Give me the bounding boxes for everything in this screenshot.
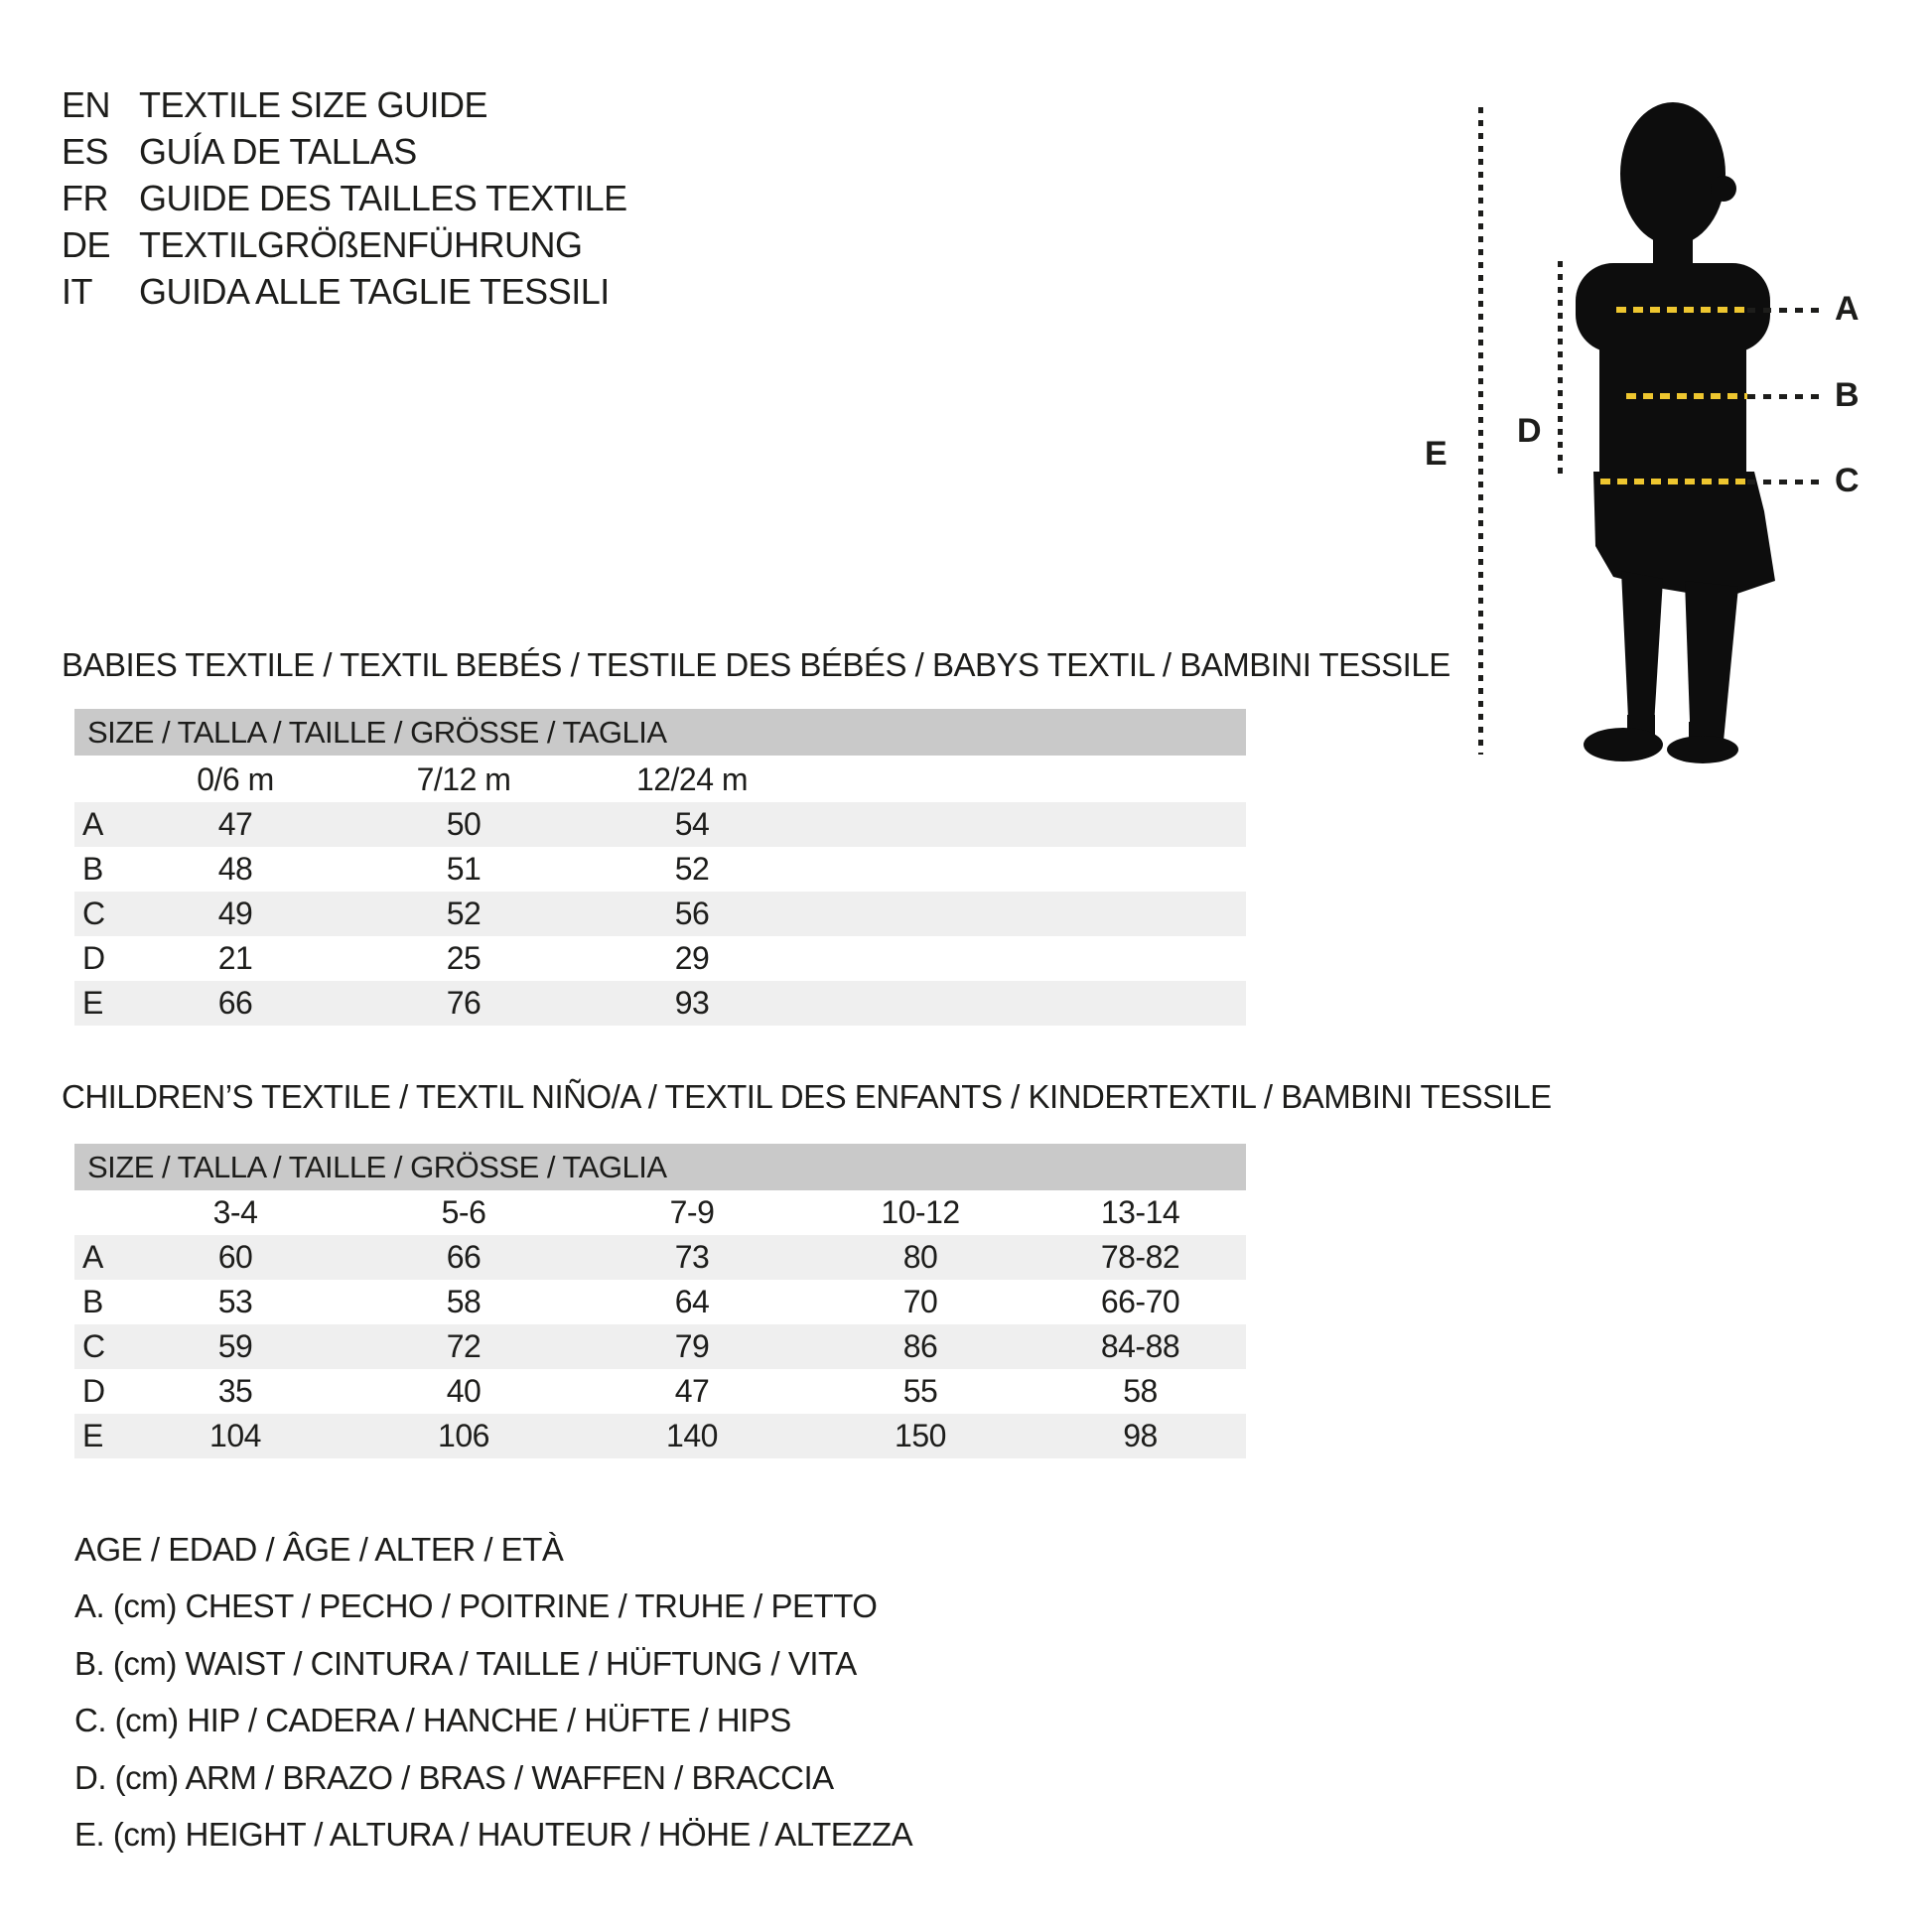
cell: 58 <box>446 1284 482 1319</box>
marker-label-b: B <box>1835 376 1860 414</box>
cell: 93 <box>674 985 710 1021</box>
row-label: E <box>82 1418 103 1453</box>
cell: 66-70 <box>1100 1284 1180 1319</box>
cell: 48 <box>217 851 253 887</box>
language-row-en <box>62 81 627 128</box>
cell: 86 <box>902 1328 938 1364</box>
language-code: ES <box>62 130 109 172</box>
silhouette-ear <box>1711 176 1736 202</box>
cell: 76 <box>446 985 482 1021</box>
cell: 53 <box>217 1284 253 1319</box>
babies-col-header: 0/6 m <box>197 761 274 797</box>
cell: 140 <box>666 1418 718 1453</box>
cell: 64 <box>674 1284 710 1319</box>
cell: 49 <box>217 896 253 931</box>
cell: 51 <box>446 851 482 887</box>
row-label: C <box>82 896 105 931</box>
cell: 59 <box>217 1328 253 1364</box>
row-label: D <box>82 1373 105 1409</box>
children-col-header: 13-14 <box>1100 1194 1180 1230</box>
cell: 78-82 <box>1100 1239 1180 1275</box>
silhouette-left-shoe <box>1584 728 1663 761</box>
language-row-de <box>62 221 627 268</box>
cell: 66 <box>446 1239 482 1275</box>
table-row-e <box>74 1414 1246 1458</box>
language-title-list <box>62 81 627 315</box>
cell: 40 <box>446 1373 482 1409</box>
children-col-header: 3-4 <box>212 1194 258 1230</box>
row-label: D <box>82 940 105 976</box>
legend-hip: C. (cm) HIP / CADERA / HANCHE / HÜFTE / HIPS <box>74 1702 791 1739</box>
hip-c-yellow-dashes <box>1600 479 1747 484</box>
marker-label-d: D <box>1517 412 1542 450</box>
table-row-a <box>74 802 1246 847</box>
table-row-d <box>74 936 1246 981</box>
cell: 66 <box>217 985 253 1021</box>
silhouette-shorts <box>1593 472 1775 599</box>
language-title: TEXTILE SIZE GUIDE <box>139 83 488 125</box>
cell: 58 <box>1123 1373 1158 1409</box>
cell: 25 <box>446 940 482 976</box>
cell: 55 <box>902 1373 938 1409</box>
cell: 50 <box>446 806 482 842</box>
cell: 79 <box>674 1328 710 1364</box>
table-row-e <box>74 981 1246 1026</box>
children-column-header-row <box>74 1190 1246 1235</box>
measurement-diagram <box>1420 79 1932 784</box>
waist-b-dark-dashes <box>1747 394 1825 399</box>
legend-height: E. (cm) HEIGHT / ALTURA / HAUTEUR / HÖHE / ALTEZZA <box>74 1816 913 1854</box>
legend-arm: D. (cm) ARM / BRAZO / BRAS / WAFFEN / BRACCIA <box>74 1758 834 1796</box>
cell: 54 <box>674 806 710 842</box>
language-row-es <box>62 128 627 175</box>
cell: 70 <box>902 1284 938 1319</box>
marker-label-c: C <box>1835 462 1860 499</box>
cell: 80 <box>902 1239 938 1275</box>
child-silhouette <box>1574 94 1782 764</box>
language-title: GUIDA ALLE TAGLIE TESSILI <box>139 270 610 312</box>
hip-c-dark-dashes <box>1747 480 1825 484</box>
arm-d-dotted-line <box>1558 261 1563 475</box>
children-section-heading: CHILDREN’S TEXTILE / TEXTIL NIÑO/A / TEXTIL DES ENFANTS / KINDERTEXTIL / BAMBINI TESSILE <box>62 1078 1552 1115</box>
table-row-d <box>74 1369 1246 1414</box>
legend-waist: B. (cm) WAIST / CINTURA / TAILLE / HÜFTUNG / VITA <box>74 1644 857 1682</box>
language-code: DE <box>62 223 111 265</box>
babies-size-header-bar <box>74 709 1246 756</box>
children-size-header-bar <box>74 1144 1246 1190</box>
cell: 150 <box>895 1418 946 1453</box>
babies-column-header-row <box>74 758 1246 802</box>
babies-col-header: 12/24 m <box>635 761 749 797</box>
babies-section-heading: BABIES TEXTILE / TEXTIL BEBÉS / TESTILE DES BÉBÉS / BABYS TEXTIL / BAMBINI TESSILE <box>62 646 1450 683</box>
chest-a-yellow-dashes <box>1616 307 1747 313</box>
legend-chest: A. (cm) CHEST / PECHO / POITRINE / TRUHE / PETTO <box>74 1587 878 1625</box>
language-row-it <box>62 268 627 315</box>
language-row-fr <box>62 175 627 221</box>
language-code: FR <box>62 177 108 218</box>
language-title: GUÍA DE TALLAS <box>139 130 417 172</box>
children-col-header: 7-9 <box>669 1194 715 1230</box>
waist-b-yellow-dashes <box>1626 393 1747 399</box>
marker-label-e: E <box>1425 435 1448 473</box>
children-col-header: 10-12 <box>881 1194 960 1230</box>
table-row-c <box>74 892 1246 936</box>
cell: 98 <box>1123 1418 1158 1453</box>
cell: 104 <box>209 1418 261 1453</box>
cell: 60 <box>217 1239 253 1275</box>
cell: 84-88 <box>1100 1328 1180 1364</box>
table-row-b <box>74 847 1246 892</box>
language-title: GUIDE DES TAILLES TEXTILE <box>139 177 627 218</box>
cell: 73 <box>674 1239 710 1275</box>
marker-label-a: A <box>1835 290 1860 328</box>
cell: 47 <box>674 1373 710 1409</box>
silhouette-head <box>1620 102 1725 245</box>
row-label: C <box>82 1328 105 1364</box>
children-table <box>74 1190 1246 1458</box>
children-size-header-text: SIZE / TALLA / TAILLE / GRÖSSE / TAGLIA <box>87 1149 667 1184</box>
row-label: E <box>82 985 103 1021</box>
cell: 52 <box>446 896 482 931</box>
cell: 72 <box>446 1328 482 1364</box>
cell: 56 <box>674 896 710 931</box>
cell: 52 <box>674 851 710 887</box>
legend-age: AGE / EDAD / ÂGE / ALTER / ETÀ <box>74 1530 564 1568</box>
silhouette-right-shoe <box>1667 736 1738 763</box>
cell: 29 <box>674 940 710 976</box>
children-col-header: 5-6 <box>441 1194 486 1230</box>
table-row-b <box>74 1280 1246 1324</box>
babies-size-header-text: SIZE / TALLA / TAILLE / GRÖSSE / TAGLIA <box>87 714 667 750</box>
babies-col-header: 7/12 m <box>416 761 511 797</box>
language-title: TEXTILGRÖßENFÜHRUNG <box>139 223 583 265</box>
language-code: IT <box>62 270 92 312</box>
height-e-dotted-line <box>1478 107 1483 755</box>
row-label: B <box>82 1284 103 1319</box>
cell: 35 <box>217 1373 253 1409</box>
row-label: A <box>82 806 103 842</box>
cell: 106 <box>438 1418 489 1453</box>
cell: 21 <box>217 940 253 976</box>
cell: 47 <box>217 806 253 842</box>
table-row-a <box>74 1235 1246 1280</box>
babies-table <box>74 758 1246 1026</box>
measurement-legend <box>74 1521 912 1863</box>
table-row-c <box>74 1324 1246 1369</box>
row-label: A <box>82 1239 103 1275</box>
chest-a-dark-dashes <box>1747 308 1825 313</box>
row-label: B <box>82 851 103 887</box>
language-code: EN <box>62 83 111 125</box>
